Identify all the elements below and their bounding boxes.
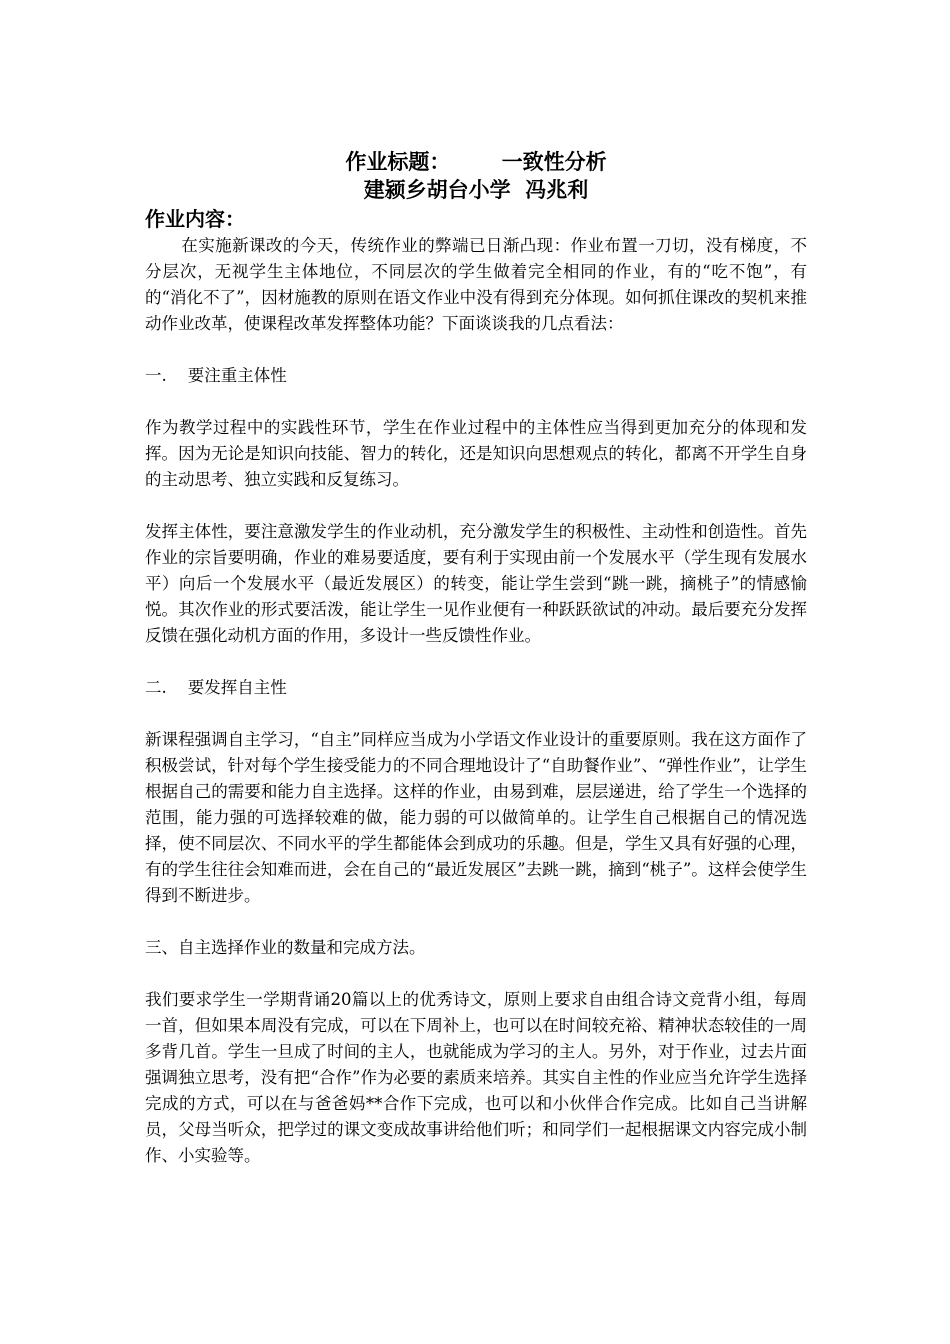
section-paragraph: 我们要求学生一学期背诵20篇以上的优秀诗文，原则上要求自由组合诗文竞背小组，每周一首，但如果本周没有完成，可以在下周补上，也可以在时间较充裕、精神状态较佳的一周多背几首。学生一旦成了时间的主人，也就能成为学习的主人。另外，对于作业，过去片面强调独立思考，没有把“合作”作为必要的素质来培养。其实自主性的作业应当允许学生选择完成的方式，可以在与爸爸妈**合作下完成，也可以和小伙伴合作完成。比如自己当讲解员，父母当听众，把学过的课文变成故事讲给他们听；和同学们一起根据课文内容完成小制作、小实验等。 (145, 990, 807, 1165)
document-title: 作业标题： 一致性分析 (345, 150, 607, 174)
spacer (145, 701, 807, 727)
spacer (145, 493, 807, 519)
spacer (145, 961, 807, 987)
document-author: 建颍乡胡台小学 冯兆利 (363, 178, 589, 202)
spacer (145, 337, 807, 363)
spacer (145, 909, 807, 935)
section-heading: 三、自主选择作业的数量和完成方法。 (145, 938, 426, 957)
intro-paragraph: 在实施新课改的今天，传统作业的弊端已日渐凸现：作业布置一刀切，没有梯度，不分层次，无视学生主体地位，不同层次的学生做着完全相同的作业，有的“吃不饱”，有的“消化不了”，因材施教的原则在语文作业中没有得到充分体现。如何抓住课改的契机来推动作业改革，使课程改革发挥整体功能？下面谈谈我的几点看法： (145, 236, 807, 333)
spacer (145, 649, 807, 675)
section-paragraph: 新课程强调自主学习，“自主”同样应当成为小学语文作业设计的重要原则。我在这方面作了积极尝试，针对每个学生接受能力的不同合理地设计了“自助餐作业”、“弹性作业”，让学生根据自己的需要和能力自主选择。这样的作业，由易到难，层层递进，给了学生一个选择的范围，能力强的可选择较难的做，能力弱的可以做简单的。让学生自己根据自己的情况选择，使不同层次、不同水平的学生都能体会到成功的乐趣。但是，学生又具有好强的心理，有的学生往往会知难而进，会在自己的“最近发展区”去跳一跳，摘到“桃子”。这样会使学生得到不断进步。 (145, 730, 807, 905)
document-page (145, 140, 807, 1169)
section-paragraph: 发挥主体性，要注意激发学生的作业动机，充分激发学生的积极性、主动性和创造性。首先作业的宗旨要明确，作业的难易要适度，要有利于实现由前一个发展水平（学生现有发展水平）向后一个发展水平（最近发展区）的转变，能让学生尝到“跳一跳，摘桃子”的情感愉悦。其次作业的形式要活泼，能让学生一见作业便有一种跃跃欲试的冲动。最后要充分发挥反馈在强化动机方面的作用，多设计一些反馈性作业。 (145, 522, 807, 645)
section-heading: 二. 要发挥自主性 (145, 678, 287, 697)
section-heading: 一. 要注重主体性 (145, 366, 287, 385)
section-paragraph: 作为教学过程中的实践性环节，学生在作业过程中的主体性应当得到更加充分的体现和发挥。因为无论是知识向技能、智力的转化，还是知识向思想观点的转化，都离不开学生自身的主动思考、独立实践和反复练习。 (145, 418, 807, 489)
spacer (145, 389, 807, 415)
content-label: 作业内容： (145, 207, 245, 231)
